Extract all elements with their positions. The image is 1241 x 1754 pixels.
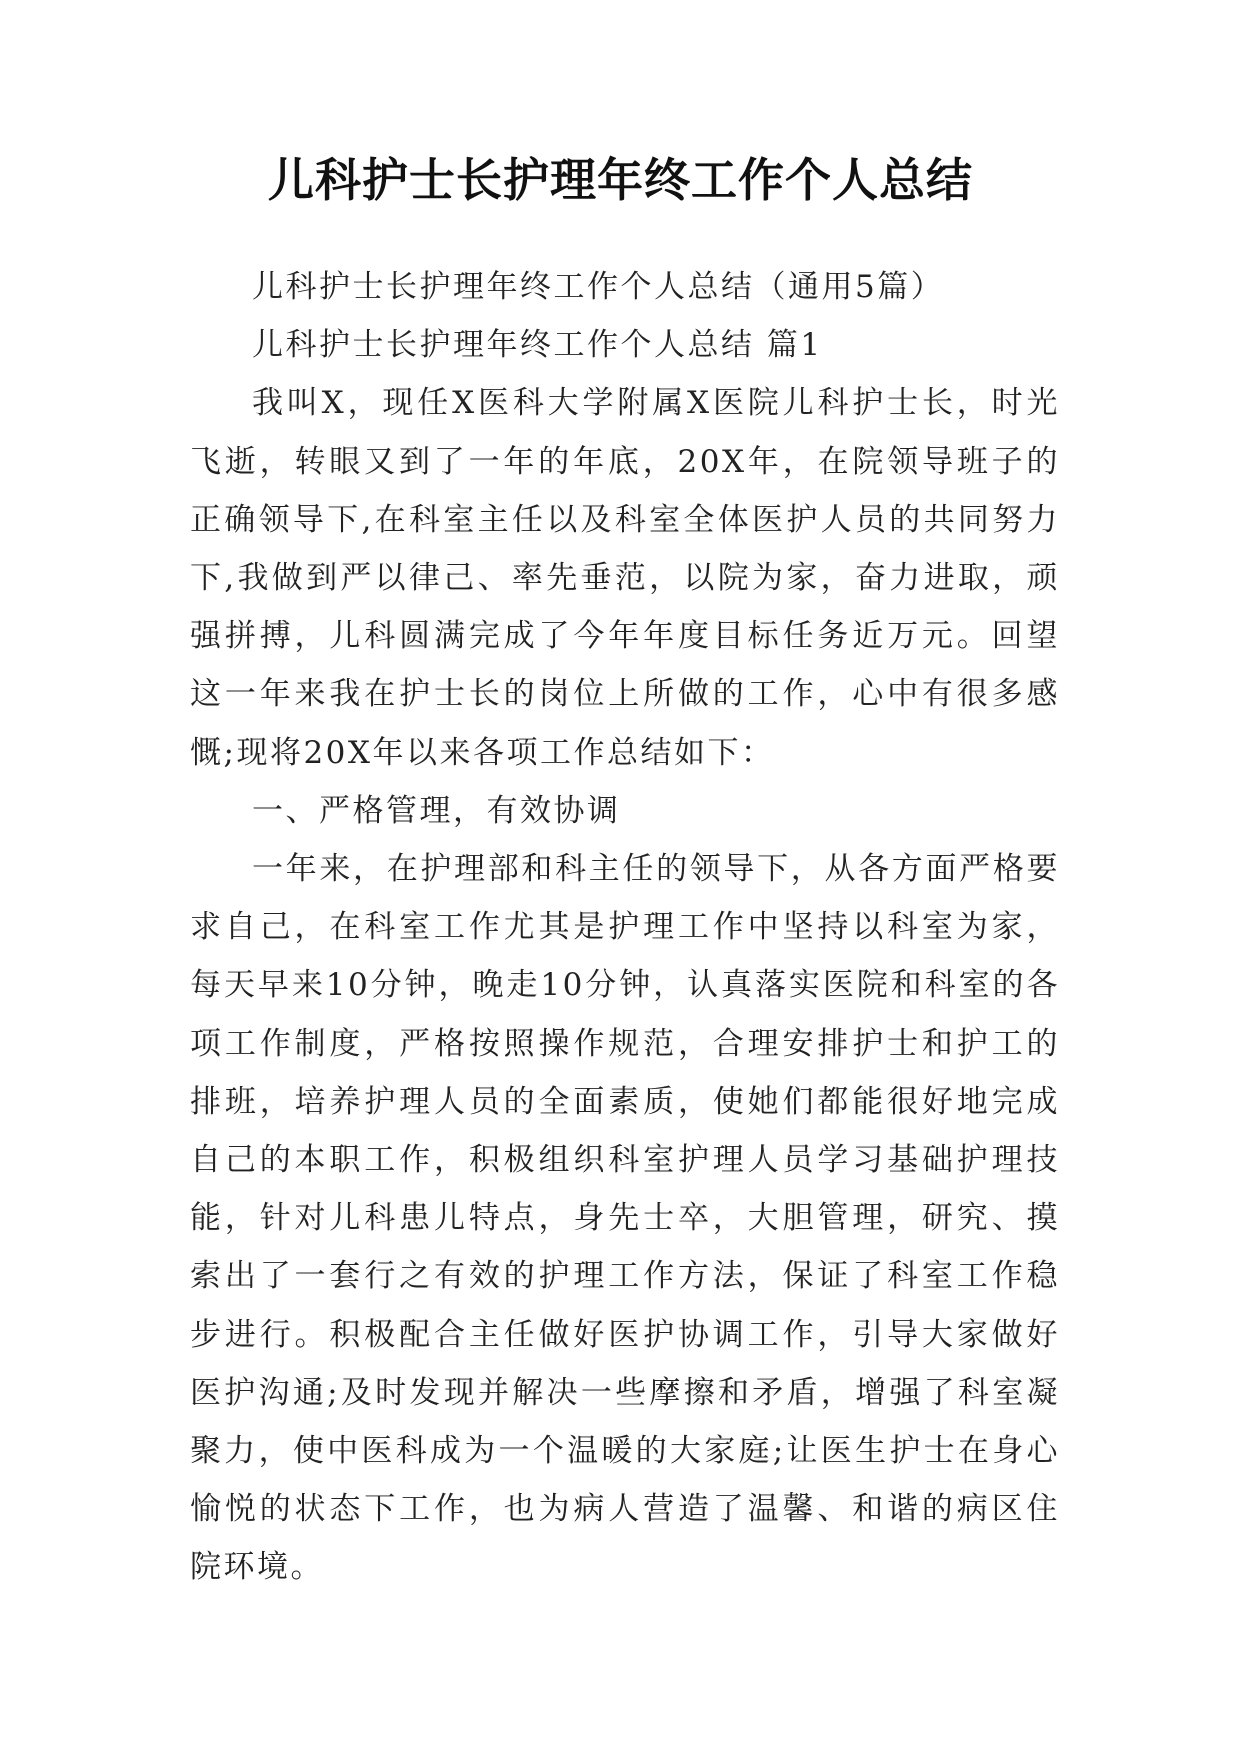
intro-paragraph: 我叫X，现任X医科大学附属X医院儿科护士长，时光飞逝，转眼又到了一年的年底，20X年，在院领导班子的正确领导下,在科室主任以及科室全体医护人员的共同努力下,我做到严以律己、率先垂范，以院为家，奋力进取，顽强拼搏，儿科圆满完成了今年年度目标任务近万元。回望这一年来我在护士长的岗位上所做的工作，心中有很多感慨;现将20X年以来各项工作总结如下：: [190, 385, 1060, 771]
section-heading-management: 一、严格管理，有效协调: [252, 792, 621, 829]
section-heading-part-1: 儿科护士长护理年终工作个人总结 篇1: [252, 327, 823, 364]
document-title: 儿科护士长护理年终工作个人总结: [268, 153, 973, 207]
document-body: [190, 258, 1060, 1597]
subtitle-paragraph: 儿科护士长护理年终工作个人总结（通用5篇）: [252, 269, 945, 305]
management-paragraph: 一年来，在护理部和科主任的领导下，从各方面严格要求自己，在科室工作尤其是护理工作中坚持以科室为家，每天早来10分钟，晚走10分钟，认真落实医院和科室的各项工作制度，严格按照操作规范，合理安排护士和护工的排班，培养护理人员的全面素质，使她们都能很好地完成自己的本职工作，积极组织科室护理人员学习基础护理技能，针对儿科患儿特点，身先士卒，大胆管理，研究、摸索出了一套行之有效的护理工作方法，保证了科室工作稳步进行。积极配合主任做好医护协调工作，引导大家做好医护沟通;及时发现并解决一些摩擦和矛盾，增强了科室凝聚力，使中医科成为一个温暖的大家庭;让医生护士在身心愉悦的状态下工作，也为病人营造了温馨、和谐的病区住院环境。: [190, 851, 1060, 1586]
